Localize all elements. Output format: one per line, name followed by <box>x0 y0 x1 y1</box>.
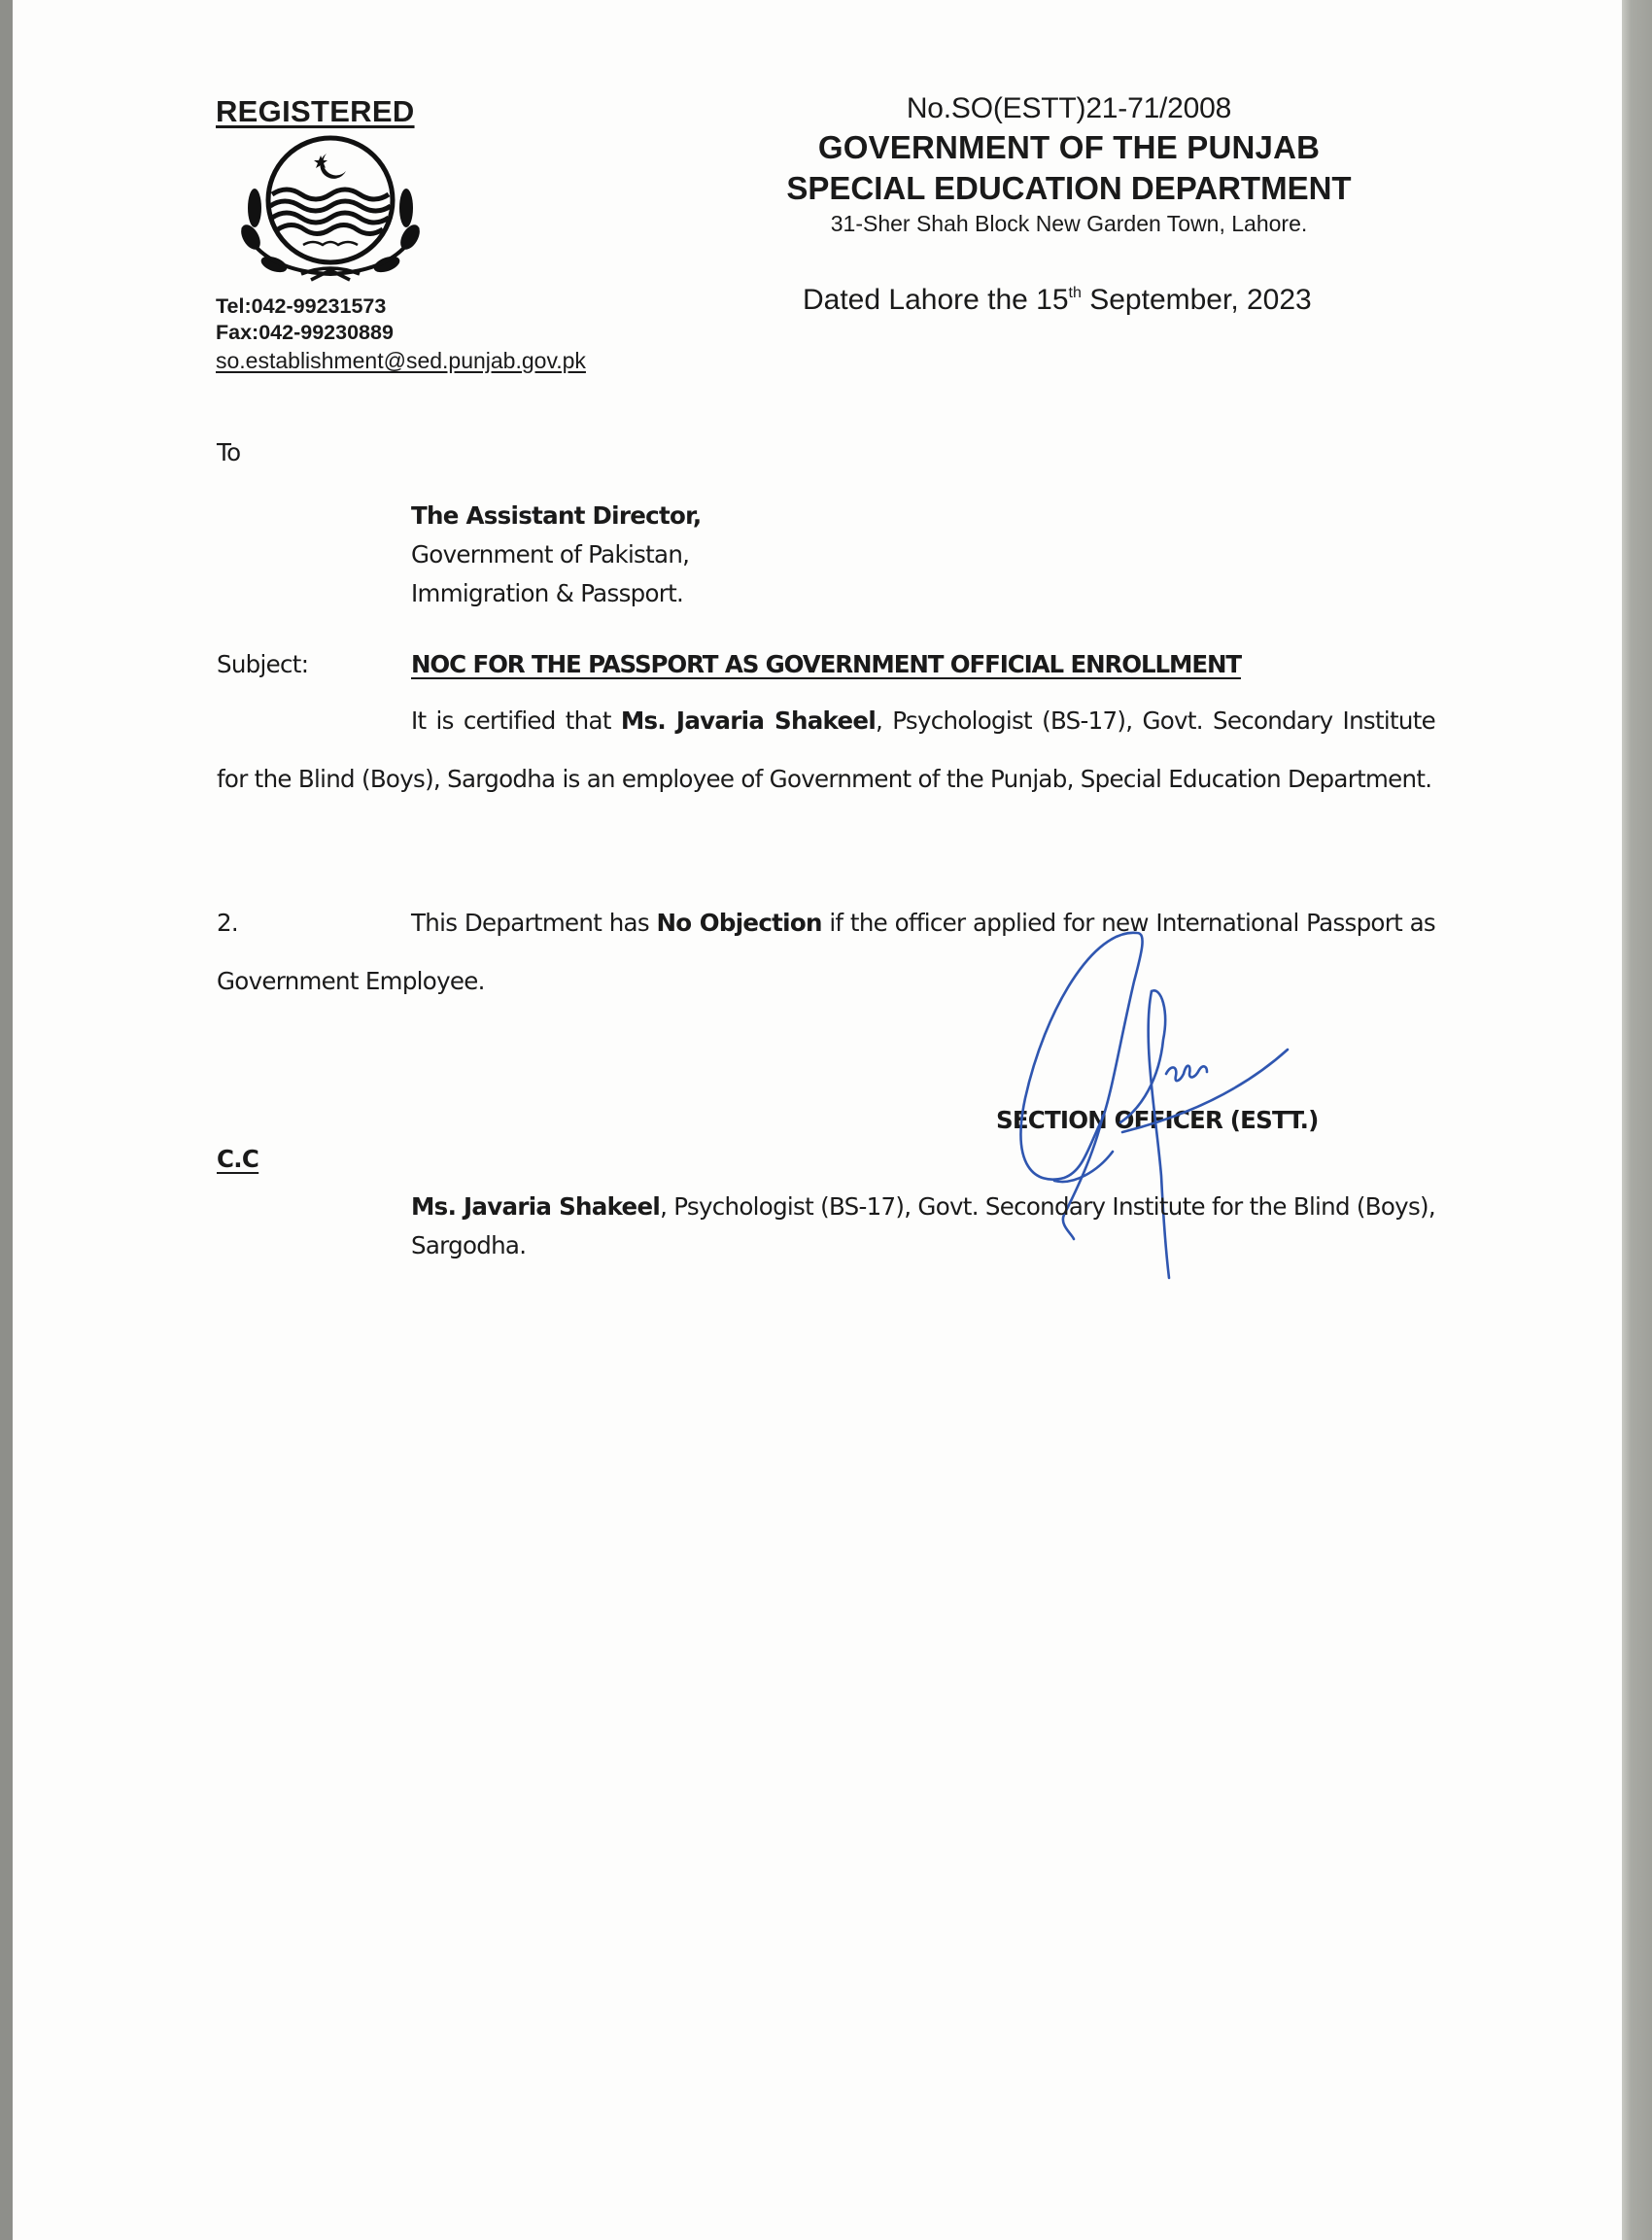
date-ordinal: th <box>1068 285 1082 301</box>
para2-number: 2. <box>217 909 238 937</box>
punjab-emblem-icon <box>233 132 428 288</box>
para1-lead: It is certified that <box>411 706 621 735</box>
department-title: SPECIAL EDUCATION DEPARTMENT <box>786 170 1352 206</box>
subject-label: Subject: <box>217 650 309 678</box>
signer-designation: SECTION OFFICER (ESTT.) <box>996 1106 1319 1134</box>
recipient-line-2: Government of Pakistan, <box>411 540 690 569</box>
para2-lead: This Department has <box>411 909 657 937</box>
reference-number: No.SO(ESTT)21-71/2008 <box>906 92 1232 124</box>
recipient-title: The Assistant Director, <box>411 501 702 530</box>
para1-employee-name: Ms. Javaria Shakeel <box>620 706 877 735</box>
registered-label: REGISTERED <box>216 94 415 128</box>
paragraph-1 <box>217 692 1435 809</box>
scan-border-right <box>1622 0 1652 2240</box>
cc-label: C.C <box>217 1145 259 1173</box>
scan-border-left <box>0 0 13 2240</box>
subject-text: NOC FOR THE PASSPORT AS GOVERNMENT OFFICIAL ENROLLMENT <box>411 650 1241 678</box>
department-address: 31-Sher Shah Block New Garden Town, Lahore. <box>830 211 1308 236</box>
date-suffix: September, 2023 <box>1081 284 1312 316</box>
para2-rest: if the officer applied for new International Passport as Government Employee. <box>217 909 1435 995</box>
date-prefix: Dated Lahore the 15 <box>803 284 1069 316</box>
government-title: GOVERNMENT OF THE PUNJAB <box>817 129 1321 165</box>
email-link[interactable]: so.establishment@sed.punjab.gov.pk <box>216 348 586 373</box>
to-label: To <box>217 438 241 466</box>
recipient-address <box>411 497 702 613</box>
recipient-line-3: Immigration & Passport. <box>411 579 684 607</box>
cc-name: Ms. Javaria Shakeel <box>411 1192 661 1221</box>
telephone-number: Tel:042-99231573 <box>216 294 387 318</box>
para1-rest: , Psychologist (BS-17), Govt. Secondary Institute for the Blind (Boys), Sargodha is an employee of Government of the Punjab, Special Education Department. <box>217 706 1435 793</box>
para2-no-objection: No Objection <box>656 909 822 937</box>
fax-number: Fax:042-99230889 <box>216 321 394 344</box>
letter-date <box>803 284 1312 317</box>
cc-recipient <box>411 1188 1435 1265</box>
cc-rest: , Psychologist (BS-17), Govt. Secondary Institute for the Blind (Boys), Sargodha. <box>411 1192 1435 1259</box>
